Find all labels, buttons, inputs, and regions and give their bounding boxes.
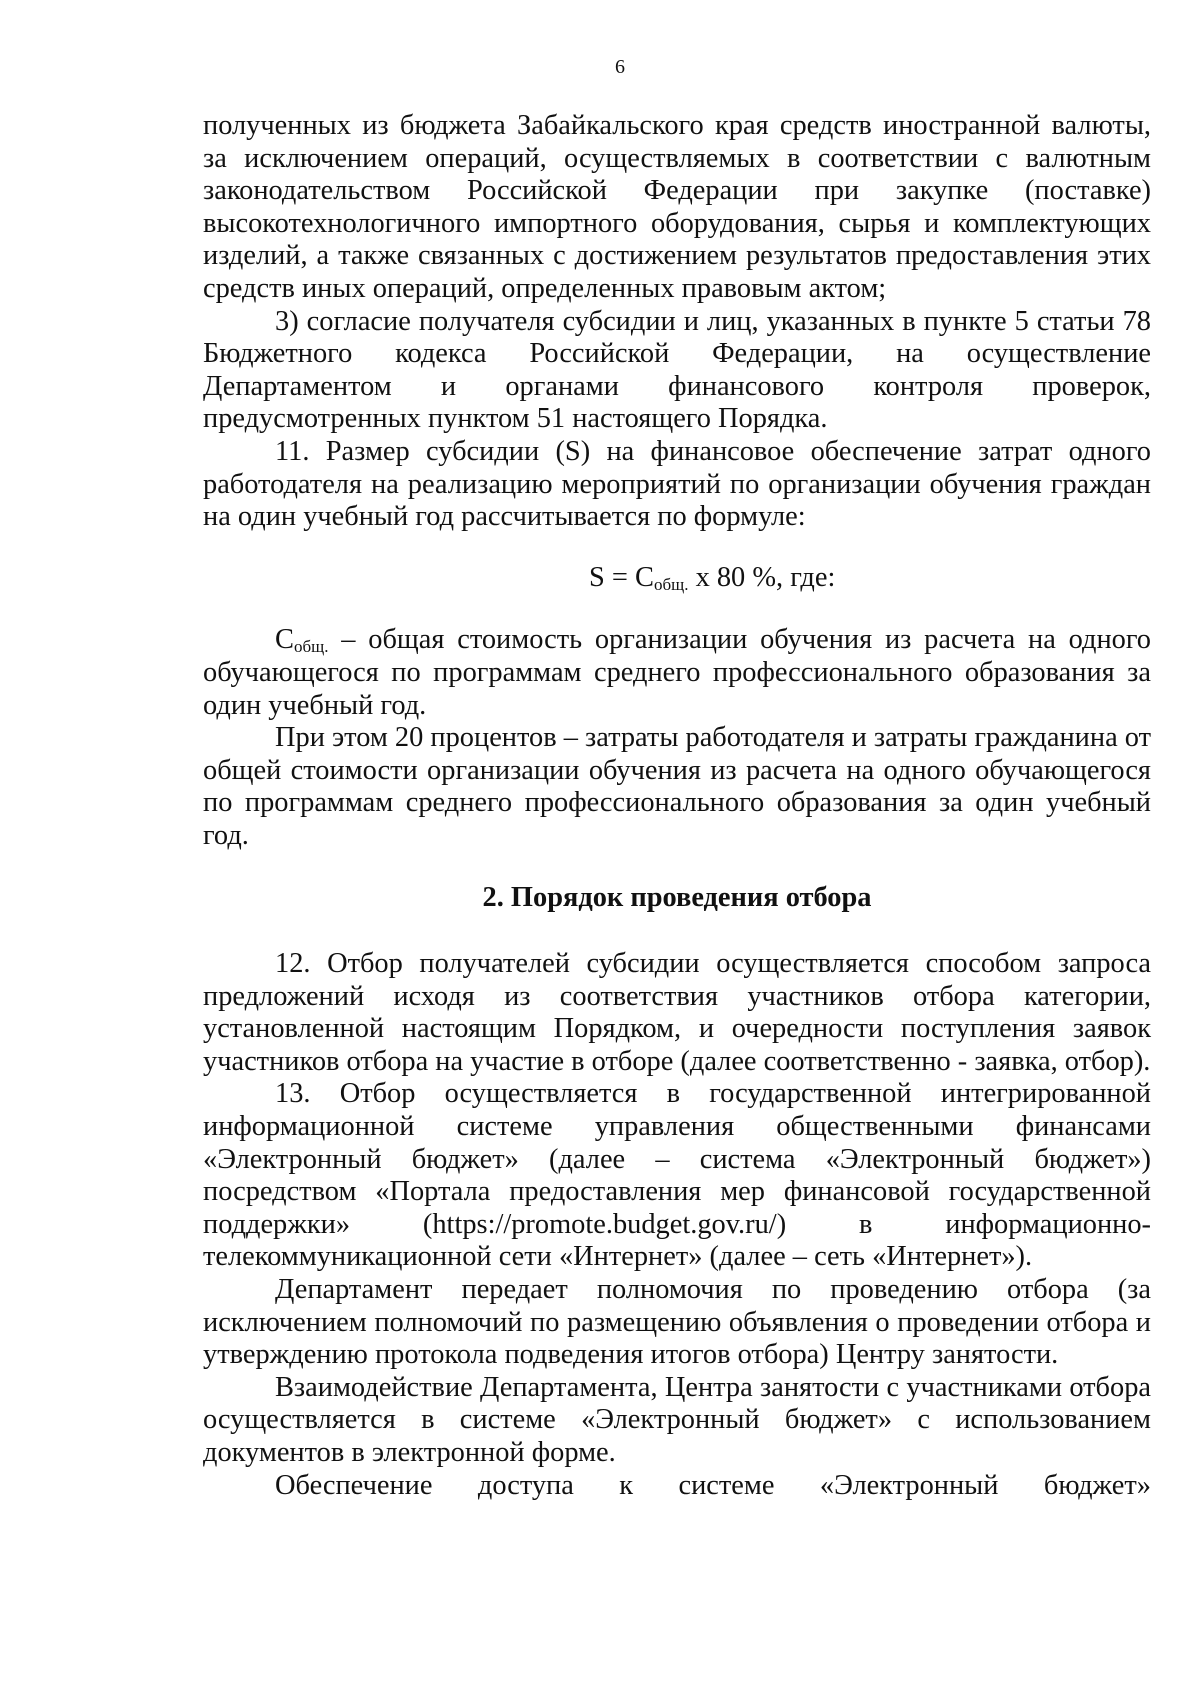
paragraph: 12. Отбор получателей субсидии осуществляется способом запроса предложений исходя из соответствия участников отбора категории, установленной настоящим Порядком, и очередности поступления заявок участников отбора на участие в отборе (далее соответственно - заявка, отбор). <box>203 948 1151 1077</box>
paragraph: Департамент передает полномочия по проведению отбора (за исключением полномочий по размещению объявления о проведении отбора и утверждению протокола подведения итогов отбора) Центру занятости. <box>203 1274 1151 1371</box>
paragraph: При этом 20 процентов – затраты работодателя и затраты гражданина от общей стоимости организации обучения из расчета на одного обучающегося по программам среднего профессионального образования за один учебный год. <box>203 722 1151 851</box>
page-number: 6 <box>615 56 625 78</box>
section-title: 2. Порядок проведения отбора <box>482 882 872 914</box>
paragraph: 11. Размер субсидии (S) на финансовое обеспечение затрат одного работодателя на реализацию мероприятий по организации обучения граждан на один учебный год рассчитывается по формуле: <box>203 435 1151 533</box>
formula-subscript: общ. <box>653 574 689 594</box>
definition-symbol: С <box>275 624 294 656</box>
paragraph: Взаимодействие Департамента, Центра занятости с участниками отбора осуществляется в системе «Электронный бюджет» с использованием документов в электронной форме. <box>203 1371 1151 1468</box>
paragraph: 13. Отбор осуществляется в государственной интегрированной информационной системе управления общественными финансами «Электронный бюджет» (далее – система «Электронный бюджет») посредством «Портала предоставления мер финансовой государственной поддержки» (https://promote.budget.gov.ru/) в информационно-телекоммуникационной сети «Интернет» (далее – сеть «Интернет»). <box>203 1078 1151 1273</box>
formula-rhs: х 80 %, где: <box>688 561 836 593</box>
paragraph: 3) согласие получателя субсидии и лиц, указанных в пункте 5 статьи 78 Бюджетного кодекса Российской Федерации, на осуществление Департаментом и органами финансового контроля проверок, предусмотренных пунктом 51 настоящего Порядка. <box>203 305 1151 435</box>
document-body <box>203 110 1151 1502</box>
definition-subscript: общ. <box>293 637 329 657</box>
definition-text: – общая стоимость организации обучения из расчета на одного обучающегося по программам среднего профессионального образования за один учебный год. <box>203 624 1151 721</box>
formula <box>203 562 1151 595</box>
paragraph: полученных из бюджета Забайкальского края средств иностранной валюты, за исключением операций, осуществляемых в соответствии с валютным законодательством Российской Федерации при закупке (поставке) высокотехнологичного импортного оборудования, сырья и комплектующих изделий, а также связанных с достижением результатов предоставления этих средств иных операций, определенных правовым актом; <box>203 110 1151 304</box>
definition-paragraph <box>203 624 1151 722</box>
paragraph: Обеспечение доступа к системе «Электронный бюджет» <box>275 1469 1151 1501</box>
formula-lhs: S = С <box>589 561 654 593</box>
